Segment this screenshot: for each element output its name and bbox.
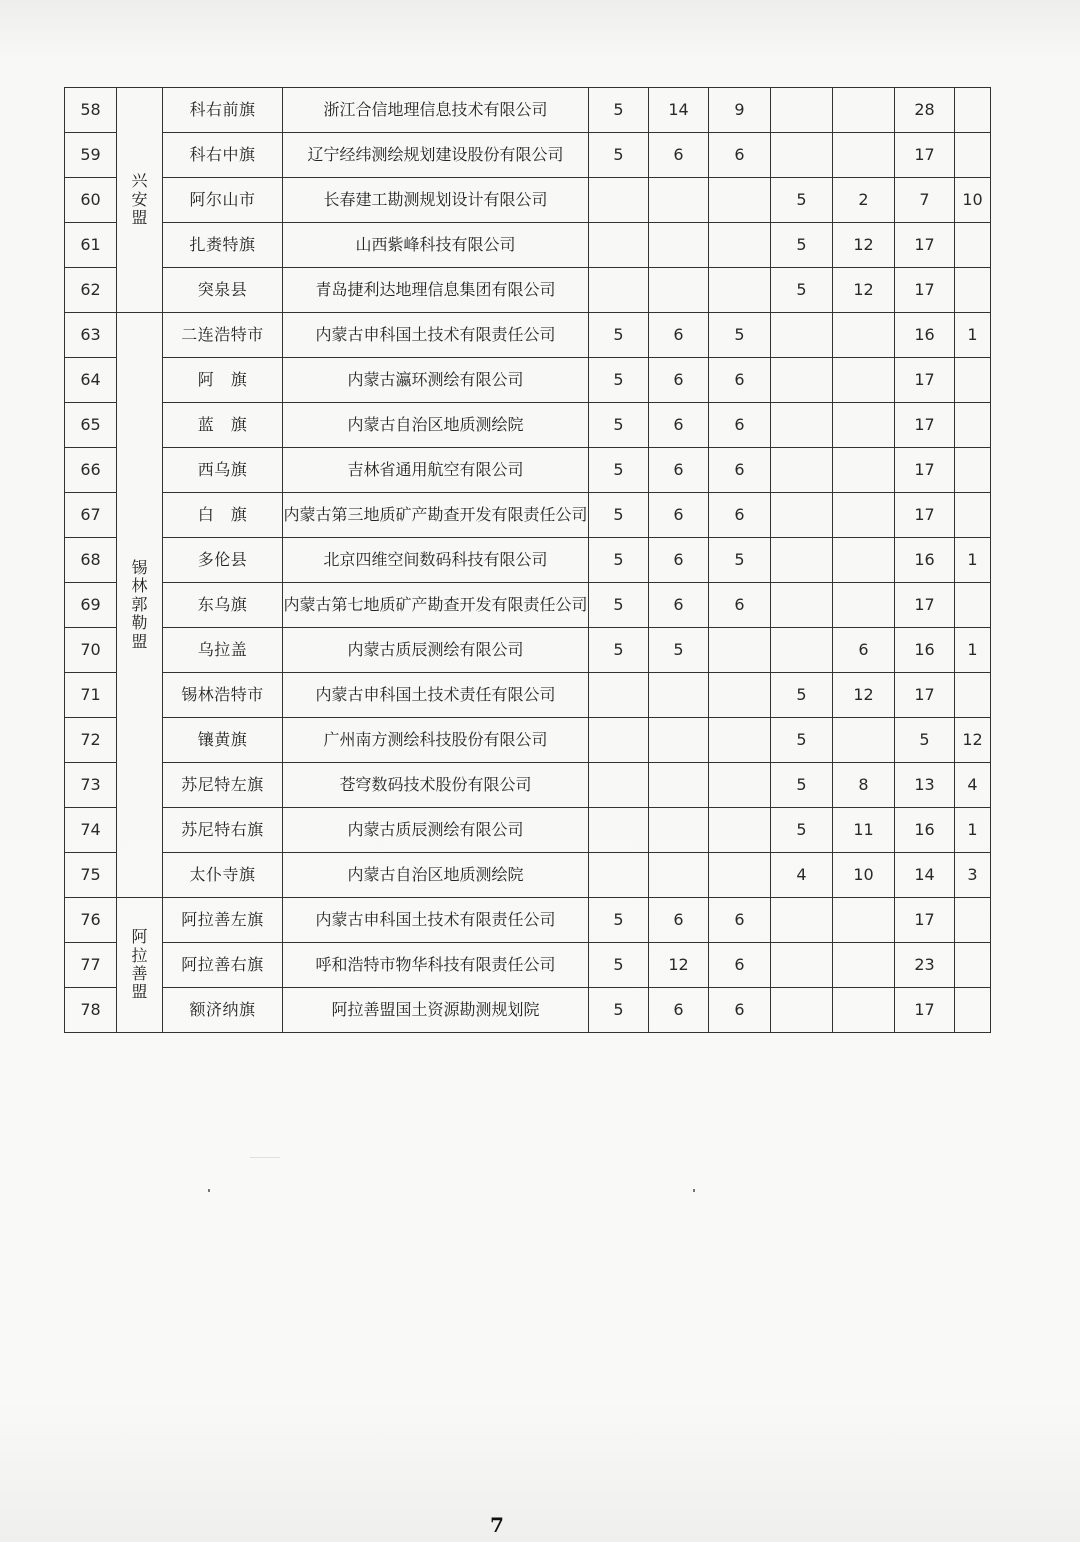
value-cell <box>955 133 991 178</box>
company-cell: 浙江合信地理信息技术有限公司 <box>283 88 589 133</box>
county-cell: 锡林浩特市 <box>163 673 283 718</box>
value-cell: 10 <box>833 853 895 898</box>
value-cell: 17 <box>895 493 955 538</box>
value-cell <box>709 268 771 313</box>
row-number: 72 <box>65 718 117 763</box>
value-cell <box>709 223 771 268</box>
value-cell: 14 <box>649 88 709 133</box>
region-cell <box>117 88 163 313</box>
row-number: 76 <box>65 898 117 943</box>
county-cell: 阿拉善左旗 <box>163 898 283 943</box>
value-cell <box>833 493 895 538</box>
value-cell: 1 <box>955 538 991 583</box>
value-cell: 17 <box>895 988 955 1033</box>
value-cell: 5 <box>771 808 833 853</box>
row-number: 62 <box>65 268 117 313</box>
value-cell <box>771 358 833 403</box>
value-cell <box>955 943 991 988</box>
value-cell: 17 <box>895 583 955 628</box>
table-body <box>65 88 991 1033</box>
value-cell <box>771 403 833 448</box>
value-cell: 11 <box>833 808 895 853</box>
table-row <box>65 853 991 898</box>
value-cell <box>955 88 991 133</box>
value-cell <box>771 493 833 538</box>
value-cell: 6 <box>709 358 771 403</box>
value-cell: 16 <box>895 628 955 673</box>
company-cell: 内蒙古瀛环测绘有限公司 <box>283 358 589 403</box>
value-cell <box>833 133 895 178</box>
table-row <box>65 943 991 988</box>
row-number: 59 <box>65 133 117 178</box>
row-number: 67 <box>65 493 117 538</box>
county-cell: 阿拉善右旗 <box>163 943 283 988</box>
row-number: 58 <box>65 88 117 133</box>
company-cell: 吉林省通用航空有限公司 <box>283 448 589 493</box>
value-cell: 12 <box>833 223 895 268</box>
row-number: 73 <box>65 763 117 808</box>
value-cell <box>589 853 649 898</box>
county-cell: 乌拉盖 <box>163 628 283 673</box>
value-cell: 16 <box>895 538 955 583</box>
company-cell: 广州南方测绘科技股份有限公司 <box>283 718 589 763</box>
value-cell <box>833 448 895 493</box>
value-cell: 5 <box>589 988 649 1033</box>
value-cell <box>955 403 991 448</box>
value-cell: 5 <box>589 628 649 673</box>
value-cell: 6 <box>649 313 709 358</box>
company-cell: 内蒙古自治区地质测绘院 <box>283 853 589 898</box>
value-cell: 16 <box>895 313 955 358</box>
county-cell: 白 旗 <box>163 493 283 538</box>
value-cell <box>771 88 833 133</box>
table-row <box>65 178 991 223</box>
value-cell: 6 <box>709 583 771 628</box>
table-row <box>65 223 991 268</box>
row-number: 75 <box>65 853 117 898</box>
value-cell: 5 <box>895 718 955 763</box>
value-cell: 5 <box>771 763 833 808</box>
value-cell: 6 <box>649 988 709 1033</box>
value-cell <box>833 403 895 448</box>
page-number: 7 <box>490 1513 504 1537</box>
company-cell: 苍穹数码技术股份有限公司 <box>283 763 589 808</box>
region-label: 阿拉善盟 <box>131 927 148 1002</box>
value-cell <box>709 763 771 808</box>
value-cell <box>589 268 649 313</box>
table-row <box>65 898 991 943</box>
value-cell <box>955 358 991 403</box>
row-number: 77 <box>65 943 117 988</box>
value-cell <box>771 133 833 178</box>
company-cell: 北京四维空间数码科技有限公司 <box>283 538 589 583</box>
value-cell <box>833 313 895 358</box>
value-cell <box>771 943 833 988</box>
table-row <box>65 808 991 853</box>
value-cell: 17 <box>895 223 955 268</box>
region-label: 锡林郭勒盟 <box>131 558 148 651</box>
value-cell: 6 <box>709 403 771 448</box>
value-cell: 6 <box>709 943 771 988</box>
table-row <box>65 763 991 808</box>
value-cell <box>771 583 833 628</box>
value-cell <box>833 898 895 943</box>
value-cell: 14 <box>895 853 955 898</box>
county-cell: 苏尼特右旗 <box>163 808 283 853</box>
value-cell: 5 <box>589 358 649 403</box>
value-cell <box>589 718 649 763</box>
company-cell: 辽宁经纬测绘规划建设股份有限公司 <box>283 133 589 178</box>
value-cell <box>771 448 833 493</box>
value-cell <box>771 313 833 358</box>
value-cell: 17 <box>895 448 955 493</box>
table-row <box>65 493 991 538</box>
county-cell: 多伦县 <box>163 538 283 583</box>
value-cell <box>709 178 771 223</box>
company-cell: 内蒙古申科国土技术责任有限公司 <box>283 673 589 718</box>
value-cell: 17 <box>895 403 955 448</box>
value-cell: 5 <box>589 538 649 583</box>
company-cell: 呼和浩特市物华科技有限责任公司 <box>283 943 589 988</box>
value-cell: 12 <box>833 673 895 718</box>
table-row <box>65 988 991 1033</box>
row-number: 64 <box>65 358 117 403</box>
value-cell: 6 <box>833 628 895 673</box>
value-cell: 1 <box>955 628 991 673</box>
value-cell: 5 <box>589 88 649 133</box>
company-cell: 内蒙古自治区地质测绘院 <box>283 403 589 448</box>
value-cell: 5 <box>771 223 833 268</box>
company-cell: 内蒙古第三地质矿产勘查开发有限责任公司 <box>283 493 589 538</box>
value-cell <box>771 898 833 943</box>
value-cell <box>649 853 709 898</box>
row-number: 70 <box>65 628 117 673</box>
county-cell: 科右中旗 <box>163 133 283 178</box>
value-cell <box>589 808 649 853</box>
value-cell: 5 <box>771 673 833 718</box>
value-cell: 5 <box>771 268 833 313</box>
value-cell <box>649 178 709 223</box>
value-cell: 12 <box>833 268 895 313</box>
value-cell <box>955 493 991 538</box>
company-cell: 阿拉善盟国土资源勘测规划院 <box>283 988 589 1033</box>
value-cell <box>589 223 649 268</box>
value-cell: 6 <box>709 133 771 178</box>
table-row <box>65 88 991 133</box>
value-cell <box>771 628 833 673</box>
table-row <box>65 673 991 718</box>
value-cell: 5 <box>589 403 649 448</box>
value-cell: 28 <box>895 88 955 133</box>
value-cell: 6 <box>649 898 709 943</box>
row-number: 60 <box>65 178 117 223</box>
company-cell: 内蒙古第七地质矿产勘查开发有限责任公司 <box>283 583 589 628</box>
value-cell <box>771 988 833 1033</box>
value-cell: 1 <box>955 313 991 358</box>
value-cell <box>589 178 649 223</box>
value-cell: 6 <box>709 898 771 943</box>
table-row <box>65 403 991 448</box>
value-cell: 4 <box>955 763 991 808</box>
value-cell <box>709 628 771 673</box>
value-cell <box>709 853 771 898</box>
value-cell: 5 <box>649 628 709 673</box>
value-cell: 5 <box>709 313 771 358</box>
value-cell <box>649 673 709 718</box>
value-cell <box>955 583 991 628</box>
county-cell: 额济纳旗 <box>163 988 283 1033</box>
value-cell: 5 <box>771 718 833 763</box>
company-cell: 山西紫峰科技有限公司 <box>283 223 589 268</box>
county-cell: 太仆寺旗 <box>163 853 283 898</box>
table-row <box>65 313 991 358</box>
county-cell: 科右前旗 <box>163 88 283 133</box>
region-cell <box>117 898 163 1033</box>
value-cell: 6 <box>709 988 771 1033</box>
row-number: 69 <box>65 583 117 628</box>
row-number: 71 <box>65 673 117 718</box>
value-cell <box>833 88 895 133</box>
company-cell: 长春建工勘测规划设计有限公司 <box>283 178 589 223</box>
row-number: 66 <box>65 448 117 493</box>
value-cell: 4 <box>771 853 833 898</box>
value-cell: 1 <box>955 808 991 853</box>
value-cell: 9 <box>709 88 771 133</box>
county-cell: 苏尼特左旗 <box>163 763 283 808</box>
value-cell <box>589 763 649 808</box>
county-cell: 西乌旗 <box>163 448 283 493</box>
value-cell: 8 <box>833 763 895 808</box>
county-cell: 镶黄旗 <box>163 718 283 763</box>
value-cell <box>771 538 833 583</box>
value-cell: 13 <box>895 763 955 808</box>
value-cell <box>833 538 895 583</box>
value-cell: 5 <box>589 133 649 178</box>
value-cell: 6 <box>709 448 771 493</box>
value-cell: 17 <box>895 673 955 718</box>
scan-mark <box>250 1157 280 1158</box>
value-cell: 12 <box>955 718 991 763</box>
value-cell: 5 <box>589 313 649 358</box>
region-label: 兴安盟 <box>131 171 148 228</box>
value-cell <box>955 268 991 313</box>
company-cell: 内蒙古质辰测绘有限公司 <box>283 808 589 853</box>
company-cell: 内蒙古申科国土技术有限责任公司 <box>283 898 589 943</box>
value-cell <box>649 808 709 853</box>
value-cell: 6 <box>649 358 709 403</box>
table-row <box>65 133 991 178</box>
company-cell: 内蒙古申科国土技术有限责任公司 <box>283 313 589 358</box>
allocation-table <box>64 87 991 1033</box>
county-cell: 扎赉特旗 <box>163 223 283 268</box>
company-cell: 青岛捷利达地理信息集团有限公司 <box>283 268 589 313</box>
value-cell <box>833 718 895 763</box>
row-number: 61 <box>65 223 117 268</box>
value-cell: 17 <box>895 898 955 943</box>
row-number: 63 <box>65 313 117 358</box>
region-cell <box>117 313 163 898</box>
value-cell: 10 <box>955 178 991 223</box>
row-number: 78 <box>65 988 117 1033</box>
value-cell: 23 <box>895 943 955 988</box>
scan-speck <box>693 1189 695 1192</box>
value-cell: 5 <box>709 538 771 583</box>
value-cell <box>955 988 991 1033</box>
value-cell: 6 <box>649 538 709 583</box>
value-cell: 5 <box>771 178 833 223</box>
table-row <box>65 268 991 313</box>
value-cell <box>955 673 991 718</box>
value-cell <box>649 268 709 313</box>
value-cell: 16 <box>895 808 955 853</box>
table-row <box>65 628 991 673</box>
table-row <box>65 583 991 628</box>
value-cell: 3 <box>955 853 991 898</box>
value-cell: 6 <box>649 133 709 178</box>
value-cell <box>709 808 771 853</box>
value-cell: 6 <box>649 493 709 538</box>
value-cell: 6 <box>649 583 709 628</box>
value-cell: 5 <box>589 493 649 538</box>
value-cell: 2 <box>833 178 895 223</box>
table-row <box>65 358 991 403</box>
county-cell: 阿 旗 <box>163 358 283 403</box>
row-number: 74 <box>65 808 117 853</box>
value-cell <box>709 718 771 763</box>
value-cell: 17 <box>895 358 955 403</box>
county-cell: 阿尔山市 <box>163 178 283 223</box>
value-cell <box>649 718 709 763</box>
value-cell: 17 <box>895 268 955 313</box>
value-cell <box>709 673 771 718</box>
county-cell: 突泉县 <box>163 268 283 313</box>
company-cell: 内蒙古质辰测绘有限公司 <box>283 628 589 673</box>
value-cell: 6 <box>649 403 709 448</box>
county-cell: 二连浩特市 <box>163 313 283 358</box>
value-cell: 5 <box>589 448 649 493</box>
value-cell: 5 <box>589 583 649 628</box>
value-cell: 17 <box>895 133 955 178</box>
value-cell <box>955 448 991 493</box>
table-row <box>65 718 991 763</box>
table-row <box>65 538 991 583</box>
value-cell <box>833 358 895 403</box>
row-number: 68 <box>65 538 117 583</box>
county-cell: 蓝 旗 <box>163 403 283 448</box>
value-cell <box>589 673 649 718</box>
value-cell <box>649 223 709 268</box>
value-cell <box>833 943 895 988</box>
value-cell <box>955 223 991 268</box>
value-cell <box>833 583 895 628</box>
value-cell <box>955 898 991 943</box>
row-number: 65 <box>65 403 117 448</box>
table-row <box>65 448 991 493</box>
value-cell: 7 <box>895 178 955 223</box>
value-cell: 6 <box>649 448 709 493</box>
value-cell: 12 <box>649 943 709 988</box>
value-cell <box>833 988 895 1033</box>
value-cell: 6 <box>709 493 771 538</box>
scan-speck <box>208 1189 210 1192</box>
value-cell: 5 <box>589 943 649 988</box>
value-cell: 5 <box>589 898 649 943</box>
county-cell: 东乌旗 <box>163 583 283 628</box>
value-cell <box>649 763 709 808</box>
